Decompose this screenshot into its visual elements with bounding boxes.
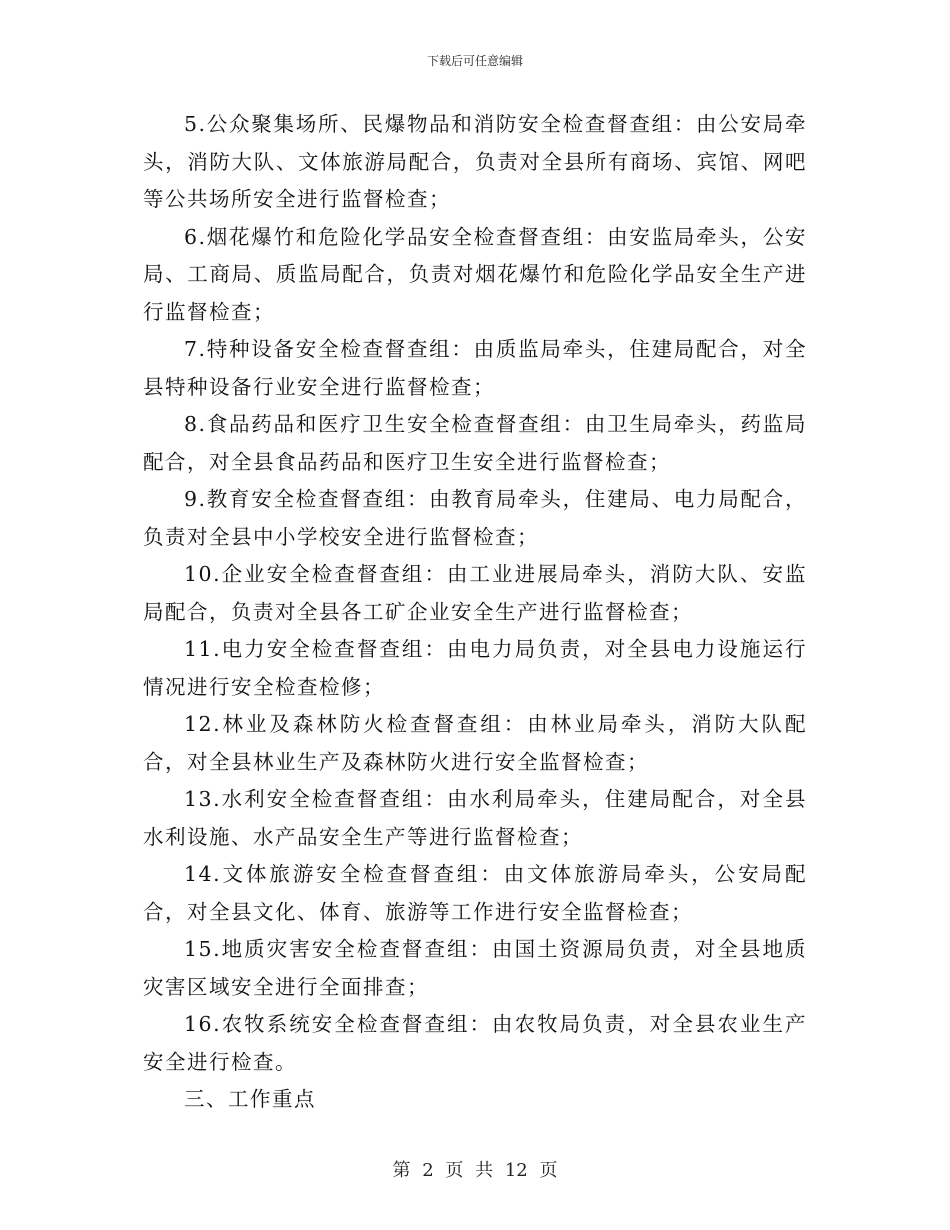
paragraph-item-10: 10.企业安全检查督查组：由工业进展局牵头，消防大队、安监局配合，负责对全县各工矿企业安全生产进行监督检查； [143,562,807,624]
paragraph-item-11: 11.电力安全检查督查组：由电力局负责，对全县电力设施运行情况进行安全检查检修； [143,637,807,699]
page-header-note: 下载后可任意编辑 [426,54,523,68]
paragraph-item-8: 8.食品药品和医疗卫生安全检查督查组：由卫生局牵头，药监局配合，对全县食品药品和医疗卫生安全进行监督检查； [143,412,807,474]
paragraph-item-12: 12.林业及森林防火检查督查组：由林业局牵头，消防大队配合，对全县林业生产及森林防火进行安全监督检查； [143,712,807,774]
page-number-footer: 第 2 页 共 12 页 [392,1160,558,1181]
section-heading-work-focus: 三、工作重点 [184,1087,316,1111]
document-body [143,106,807,1119]
paragraph-item-9: 9.教育安全检查督查组：由教育局牵头，住建局、电力局配合，负责对全县中小学校安全进行监督检查； [143,487,807,549]
paragraph-item-6: 6.烟花爆竹和危险化学品安全检查督查组：由安监局牵头，公安局、工商局、质监局配合，负责对烟花爆竹和危险化学品安全生产进行监督检查； [143,224,807,324]
paragraph-item-5: 5.公众聚集场所、民爆物品和消防安全检查督查组：由公安局牵头，消防大队、文体旅游局配合，负责对全县所有商场、宾馆、网吧等公共场所安全进行监督检查； [143,112,807,211]
paragraph-item-7: 7.特种设备安全检查督查组：由质监局牵头，住建局配合，对全县特种设备行业安全进行监督检查； [143,337,807,399]
paragraph-item-13: 13.水利安全检查督查组：由水利局牵头，住建局配合，对全县水利设施、水产品安全生产等进行监督检查； [143,787,807,849]
paragraph-item-14: 14.文体旅游安全检查督查组：由文体旅游局牵头，公安局配合，对全县文化、体育、旅游等工作进行安全监督检查； [143,862,807,924]
paragraph-item-15: 15.地质灾害安全检查督查组：由国土资源局负责，对全县地质灾害区域安全进行全面排查； [143,937,807,999]
paragraph-item-16: 16.农牧系统安全检查督查组：由农牧局负责，对全县农业生产安全进行检查。 [143,1012,807,1074]
